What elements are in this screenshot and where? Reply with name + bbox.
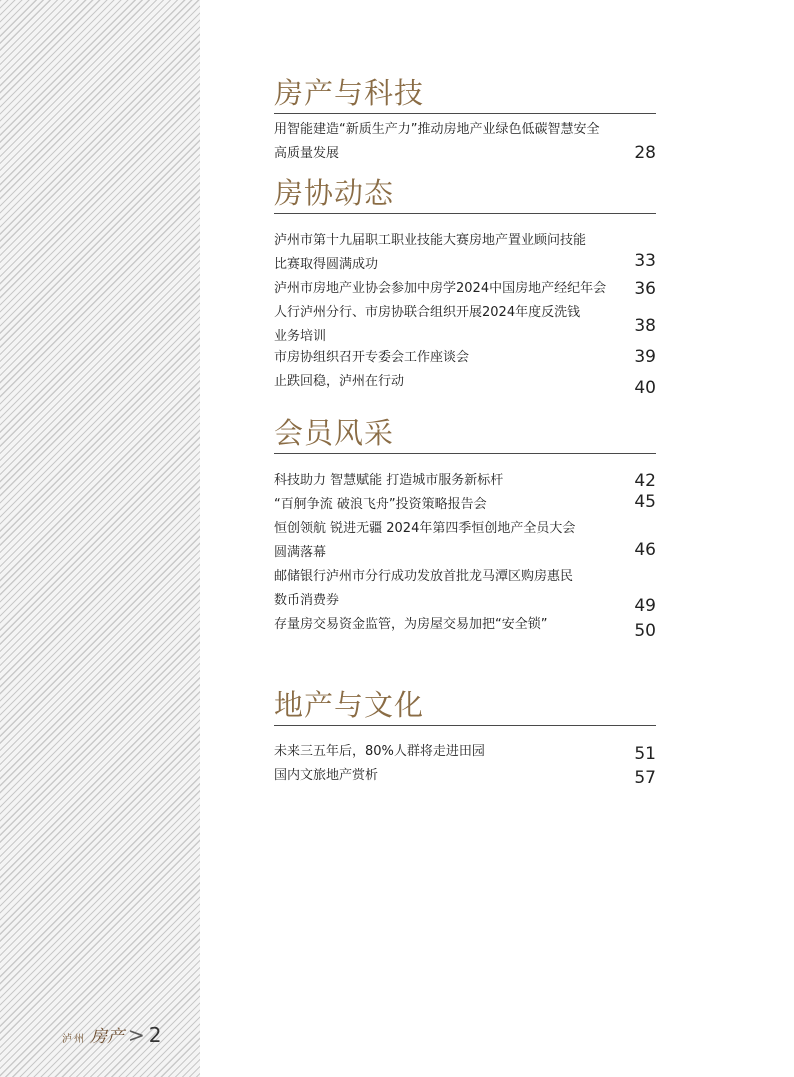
section-title-association-news: 房协动态 [274,176,656,214]
toc-entry-line: 泸州市第十九届职工职业技能大赛房地产置业顾问技能 [274,233,587,248]
toc-entry-line: 业务培训 [274,329,327,344]
section-title-member-showcase: 会员风采 [274,416,656,454]
section-title-real-estate-culture: 地产与文化 [274,688,656,726]
toc-page-number: 49 [634,596,656,616]
toc-entry-fund-supervision[interactable] [274,613,619,637]
toc-entry-line: 国内文旅地产赏析 [274,768,379,783]
decorative-stripe-panel [0,0,200,1077]
toc-entry-skills-competition[interactable] [274,229,619,277]
footer-city: 泸州 [62,1034,86,1045]
toc-entry-line: 市房协组织召开专委会工作座谈会 [274,350,470,365]
toc-page-number: 45 [634,492,656,512]
toc-entry-annual-conference[interactable] [274,277,619,301]
toc-entry-line: 邮储银行泸州市分行成功发放首批龙马潭区购房惠民 [274,569,574,584]
toc-entry-line: 用智能建造“新质生产力”推动房地产业绿色低碳智慧安全 [274,122,600,137]
toc-entry-line: 恒创领航 锐进无疆 2024年第四季恒创地产全员大会 [274,521,576,536]
toc-page-number: 50 [634,621,656,641]
toc-entry-line: 比赛取得圆满成功 [274,257,379,272]
toc-page-number: 39 [634,347,656,367]
toc-entry-digital-voucher[interactable] [274,565,619,613]
toc-page-number: 33 [634,251,656,271]
section-title-property-tech: 房产与科技 [274,76,656,114]
toc-entry-line: 数币消费券 [274,593,340,608]
toc-entry-hengchuang-conference[interactable] [274,517,619,565]
toc-entry-smart-construction[interactable] [274,118,619,166]
toc-entry-line: 高质量发展 [274,146,340,161]
toc-page-number: 51 [634,744,656,764]
footer-page-number: 2 [148,1023,162,1047]
toc-entry-line: 圆满落幕 [274,545,327,560]
toc-entry-committee-meeting[interactable] [274,346,619,370]
page-footer [62,1022,162,1047]
toc-page-number: 57 [634,768,656,788]
toc-entry-countryside-future[interactable] [274,740,619,764]
toc-page-number: 46 [634,540,656,560]
toc-entry-line: 止跌回稳，泸州在行动 [274,374,405,389]
toc-entry-anti-money-laundering[interactable] [274,301,619,349]
toc-entry-line: 泸州市房地产业协会参加中房学2024中国房地产经纪年会 [274,281,607,296]
toc-entry-line: 存量房交易资金监管，为房屋交易加把“安全锁” [274,617,548,632]
toc-entry-tech-empowerment[interactable] [274,469,619,493]
toc-page-number: 28 [634,143,656,163]
toc-entry-cultural-tourism[interactable] [274,764,619,788]
toc-entry-line: 科技助力 智慧赋能 打造城市服务新标杆 [274,473,504,488]
toc-entry-line: “百舸争流 破浪飞舟”投资策略报告会 [274,497,487,512]
footer-arrow-icon: > [128,1023,145,1047]
toc-page-number: 36 [634,279,656,299]
toc-page-number: 38 [634,316,656,336]
toc-page-number: 40 [634,378,656,398]
toc-entry-line: 未来三五年后，80%人群将走进田园 [274,744,485,759]
toc-entry-investment-report[interactable] [274,493,619,517]
toc-page-number: 42 [634,471,656,491]
footer-magazine-logo: 房产 [90,1027,124,1047]
toc-entry-luzhou-action[interactable] [274,370,619,394]
toc-entry-line: 人行泸州分行、市房协联合组织开展2024年度反洗钱 [274,305,581,320]
